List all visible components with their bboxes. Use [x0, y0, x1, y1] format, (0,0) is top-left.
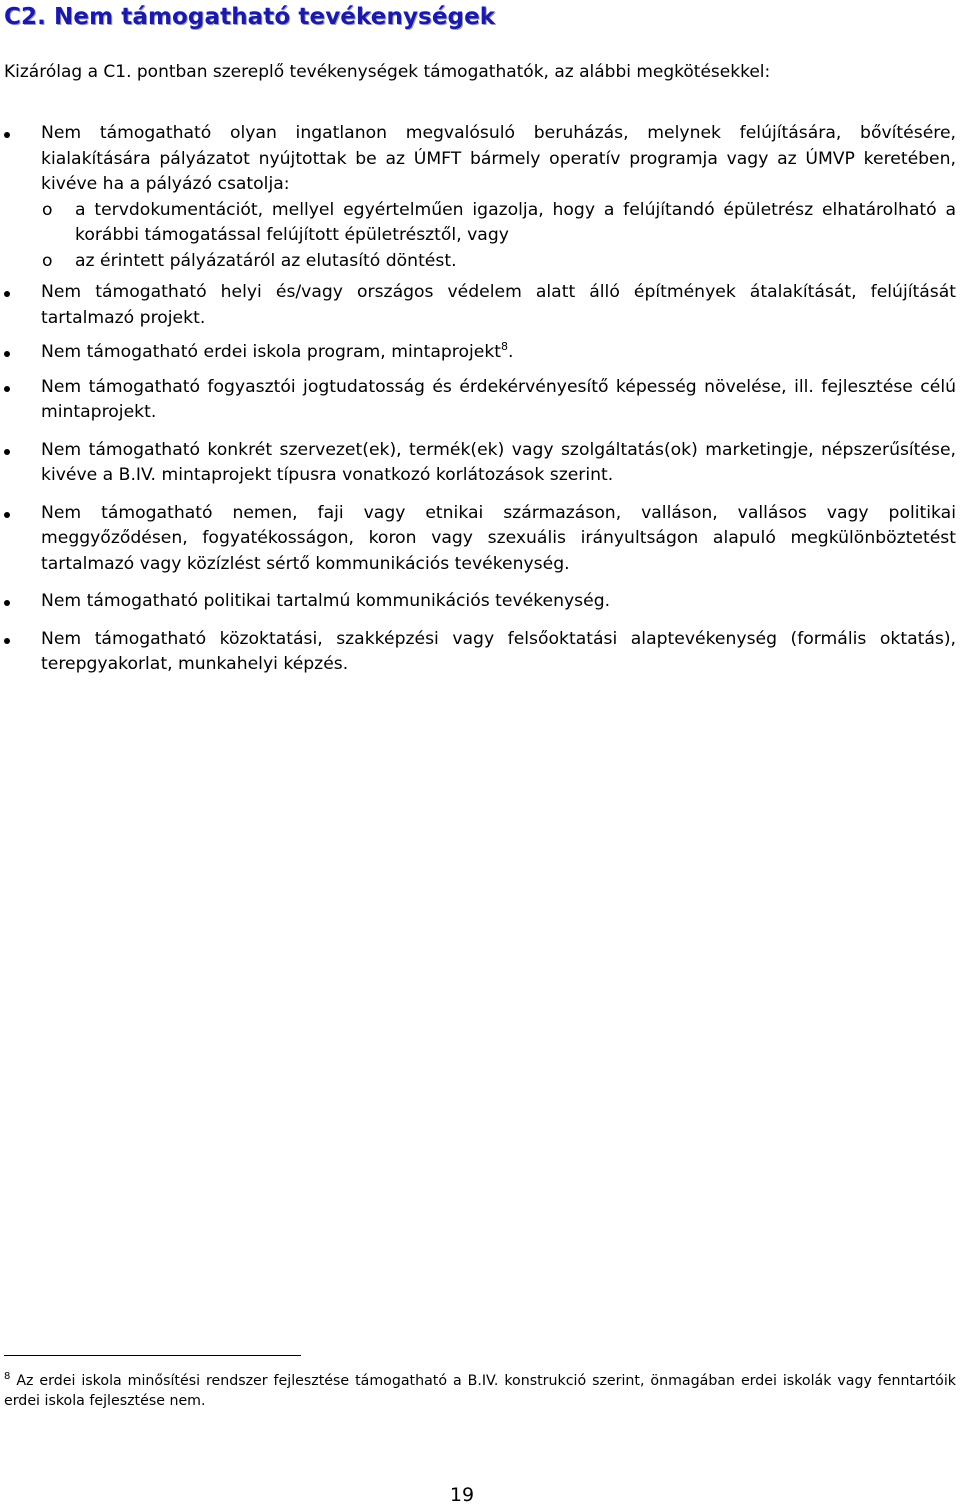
list-item: [0, 627, 960, 678]
footnote-text: Az erdei iskola minősítési rendszer fejlesztése támogatható a B.IV. konstrukció szerint, önmagában erdei iskolák vagy fenntartóik erdei iskola fejlesztése nem.: [4, 1373, 957, 1409]
footnote-separator: [4, 1355, 301, 1356]
list-item-text: Nem támogatható olyan ingatlanon megvalósuló beruházás, melynek felújítására, bővítésére, kialakítására pályázatot nyújtottak be az ÚMFT bármely operatív programja vagy az ÚMVP keretében, kivéve ha a pályázó csatolja:: [41, 123, 956, 194]
bullet-icon: [4, 512, 10, 518]
sub-list-item-text: az érintett pályázatáról az elutasító döntést.: [75, 250, 457, 271]
bullet-icon: [4, 638, 10, 644]
sub-list-item: [0, 249, 956, 275]
sub-list: [41, 198, 956, 275]
list-item: [0, 280, 960, 331]
circle-bullet-icon: o: [42, 250, 53, 271]
circle-bullet-icon: o: [42, 199, 53, 220]
footnote: [4, 1371, 956, 1411]
bullet-icon: [4, 386, 10, 392]
list-item: [0, 589, 960, 615]
list-item-text: Nem támogatható fogyasztói jogtudatosság és érdekérvényesítő képesség növelése, ill. fejlesztése célú mintaprojekt.: [41, 376, 956, 422]
list-item-text: Nem támogatható közoktatási, szakképzési vagy felsőoktatási alaptevékenység (formális oktatás), terepgyakorlat, munkahelyi képzés.: [41, 628, 956, 674]
list-item: [0, 501, 960, 578]
list-item: [0, 121, 960, 274]
footnote-reference[interactable]: 8: [501, 340, 509, 353]
list-item: [0, 340, 960, 366]
list-item-text: Nem támogatható erdei iskola program, mintaprojekt: [41, 342, 502, 362]
bullet-icon: [4, 132, 10, 138]
sub-list-item: [0, 198, 956, 249]
bullet-icon: [4, 351, 10, 357]
intro-paragraph: Kizárólag a C1. pontban szereplő tevékenységek támogathatók, az alábbi megkötésekkel:: [4, 62, 771, 82]
list-item: [0, 375, 960, 426]
bullet-list: [0, 121, 960, 678]
list-item-text: Nem támogatható nemen, faji vagy etnikai származáson, valláson, vallásos vagy politikai meggyőződésen, fogyatékosságon, koron vagy szexuális irányultságon alapuló megkülönböztetést tartalmazó vagy közízlést sértő kommunikációs tevékenység.: [41, 502, 956, 574]
bullet-icon: [4, 291, 10, 297]
sub-list-item-text: a tervdokumentációt, mellyel egyértelműen igazolja, hogy a felújítandó épületrész elhatárolható a korábbi támogatással felújított épületrésztől, vagy: [75, 199, 956, 245]
list-item-text: Nem támogatható helyi és/vagy országos védelem alatt álló építmények átalakítását, felújítását tartalmazó projekt.: [41, 282, 956, 328]
footnote-number: 8: [4, 1371, 11, 1382]
bullet-icon: [4, 600, 10, 606]
bullet-icon: [4, 449, 10, 455]
list-item-text: Nem támogatható politikai tartalmú kommunikációs tevékenység.: [41, 591, 611, 611]
section-heading: C2. Nem támogatható tevékenységek: [4, 4, 496, 30]
page-number: 19: [449, 1484, 475, 1506]
list-item-text-end: .: [508, 342, 514, 362]
list-item: [0, 438, 960, 489]
list-item-text: Nem támogatható konkrét szervezet(ek), termék(ek) vagy szolgáltatás(ok) marketingje, népszerűsítése, kivéve a B.IV. mintaprojekt típusra vonatkozó korlátozások szerint.: [41, 439, 956, 485]
